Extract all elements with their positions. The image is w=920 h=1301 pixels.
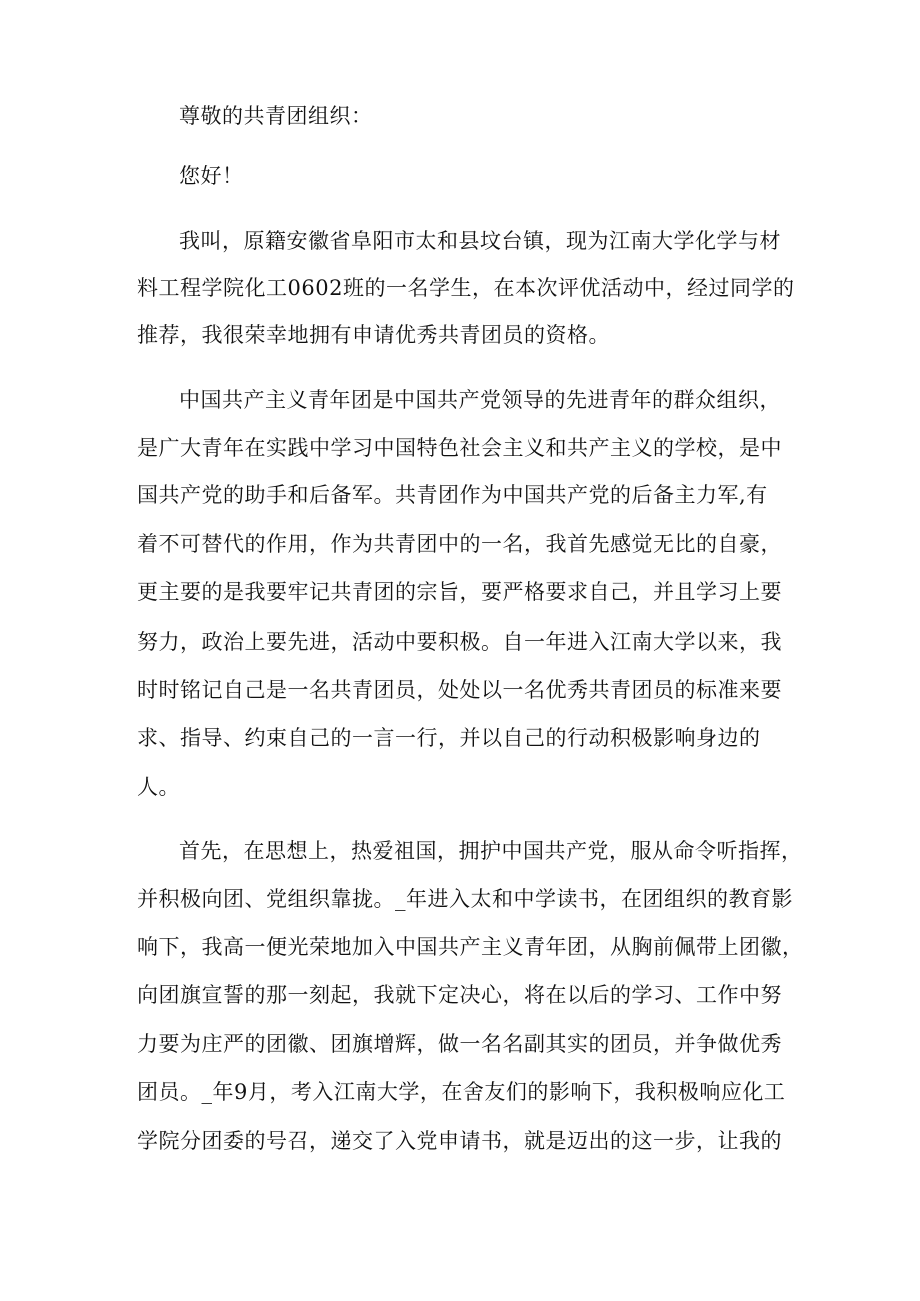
salutation: 尊敬的共青团组织：	[179, 104, 373, 128]
paragraph-3-line-5: 力要为庄严的团徽、团旗增辉，做一名名副其实的团员，并争做优秀	[137, 1032, 782, 1056]
paragraph-1-line-3: 推荐，我很荣幸地拥有申请优秀共青团员的资格。	[137, 323, 610, 347]
paragraph-2-line-1: 中国共产主义青年团是中国共产党领导的先进青年的群众组织，	[179, 388, 781, 412]
greeting: 您好！	[179, 164, 244, 188]
paragraph-2-line-9: 人。	[137, 775, 180, 799]
paragraph-2-line-5: 更主要的是我要牢记共青团的宗旨，要严格要求自己，并且学习上要	[137, 580, 782, 604]
paragraph-2-line-6: 努力，政治上要先进，活动中要积极。自一年进入江南大学以来，我	[137, 630, 782, 654]
paragraph-2-line-4: 着不可替代的作用，作为共青团中的一名，我首先感觉无比的自豪，	[137, 532, 782, 556]
paragraph-2-line-7: 时时铭记自己是一名共青团员，处处以一名优秀共青团员的标准来要	[137, 678, 782, 702]
paragraph-2-line-8: 求、指导、约束自己的一言一行，并以自己的行动积极影响身边的	[137, 726, 761, 750]
paragraph-3-line-7: 学院分团委的号召，递交了入党申请书，就是迈出的这一步，让我的	[137, 1129, 782, 1153]
paragraph-2-line-3: 国共产党的助手和后备军。共青团作为中国共产党的后备主力军,有	[137, 483, 768, 507]
paragraph-2-line-2: 是广大青年在实践中学习中国特色社会主义和共产主义的学校，是中	[137, 436, 782, 460]
paragraph-3-line-4: 向团旗宣誓的那一刻起，我就下定决心，将在以后的学习、工作中努	[137, 983, 782, 1007]
paragraph-3-line-2: 并积极向团、党组织靠拢。_年进入太和中学读书，在团组织的教育影	[137, 887, 793, 911]
paragraph-3-line-1: 首先，在思想上，热爱祖国，拥护中国共产党，服从命令听指挥，	[179, 839, 803, 863]
paragraph-3-line-6: 团员。_年9月，考入江南大学，在舍友们的影响下，我积极响应化工	[137, 1080, 786, 1104]
paragraph-1-line-1: 我叫，原籍安徽省阜阳市太和县坟台镇，现为江南大学化学与材	[179, 229, 781, 253]
paragraph-1-line-2: 料工程学院化工0602班的一名学生，在本次评优活动中，经过同学的	[137, 276, 795, 300]
paragraph-3-line-3: 响下，我高一便光荣地加入中国共产主义青年团，从胸前佩带上团徽，	[137, 935, 804, 959]
